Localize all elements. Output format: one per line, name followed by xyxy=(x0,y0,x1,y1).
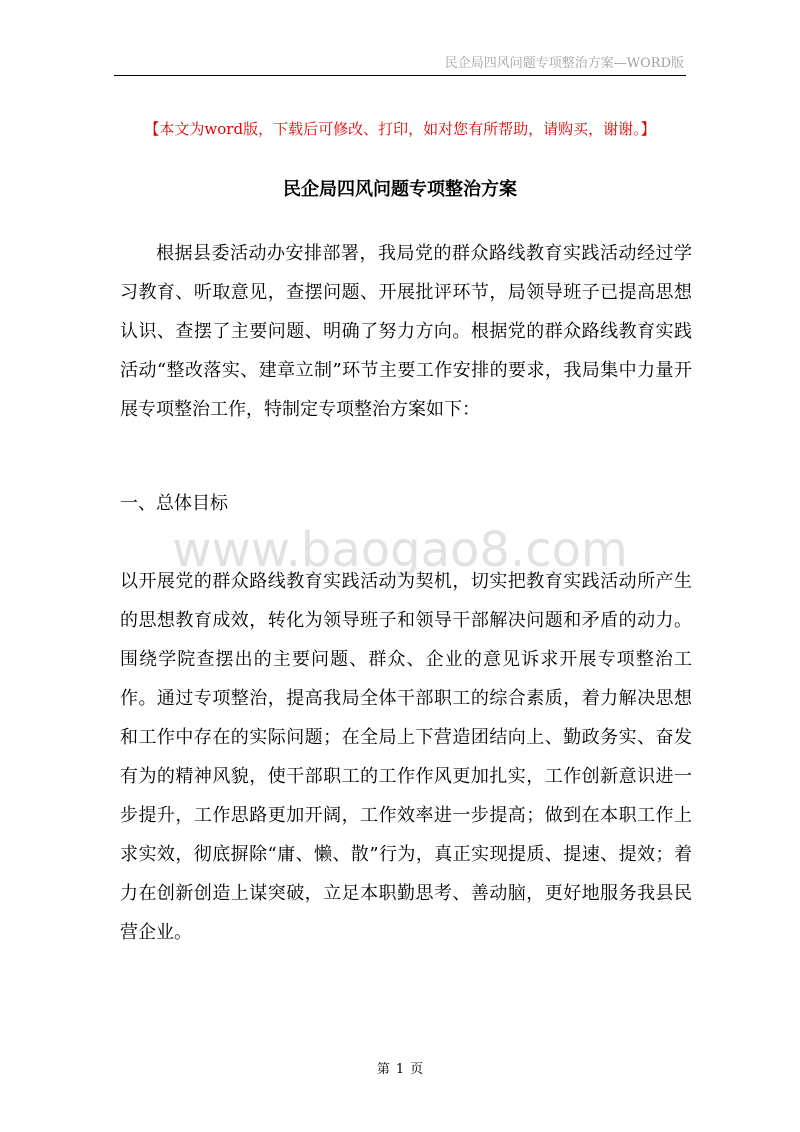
page-suffix: 页 xyxy=(410,1062,424,1077)
page-number: 1 xyxy=(395,1062,405,1077)
purchase-notice: 【本文为word版，下载后可修改、打印，如对您有所帮助，请购买，谢谢。】 xyxy=(144,120,656,138)
watermark: www.baogao8.com xyxy=(172,522,628,578)
goal-paragraph: 以开展党的群众路线教育实践活动为契机，切实把教育实践活动所产生的思想教育成效，转化为领导班子和领导干部解决问题和矛盾的动力。围绕学院查摆出的主要问题、群众、企业的意见诉求开展专项整治工作。通过专项整治，提高我局全体干部职工的综合素质，着力解决思想和工作中存在的实际问题；在全局上下营造团结向上、勤政务实、奋发有为的精神风貌，使干部职工的工作作风更加扎实，工作创新意识进一步提升，工作思路更加开阔，工作效率进一步提高；做到在本职工作上求实效，彻底摒除“庸、懒、散”行为，真正实现提质、提速、提效；着力在创新创造上谋突破，立足本职勤思考、善动脑，更好地服务我县民营企业。 xyxy=(120,571,692,943)
section-heading-overall-goal: 一、总体目标 xyxy=(120,493,228,514)
page-footer xyxy=(0,1058,800,1077)
page-prefix: 第 xyxy=(376,1062,390,1077)
intro-paragraph: 根据县委活动办安排部署，我局党的群众路线教育实践活动经过学习教育、听取意见，查摆问题、开展批评环节，局领导班子已提高思想认识、查摆了主要问题、明确了努力方向。根据党的群众路线教育实践活动“整改落实、建章立制”环节主要工作安排的要求，我局集中力量开展专项整治工作，特制定专项整治方案如下： xyxy=(120,243,692,420)
document-title: 民企局四风问题专项整治方案 xyxy=(283,179,517,200)
header-divider xyxy=(114,75,686,76)
running-header: 民企局四风问题专项整治方案—WORD版 xyxy=(444,56,684,71)
